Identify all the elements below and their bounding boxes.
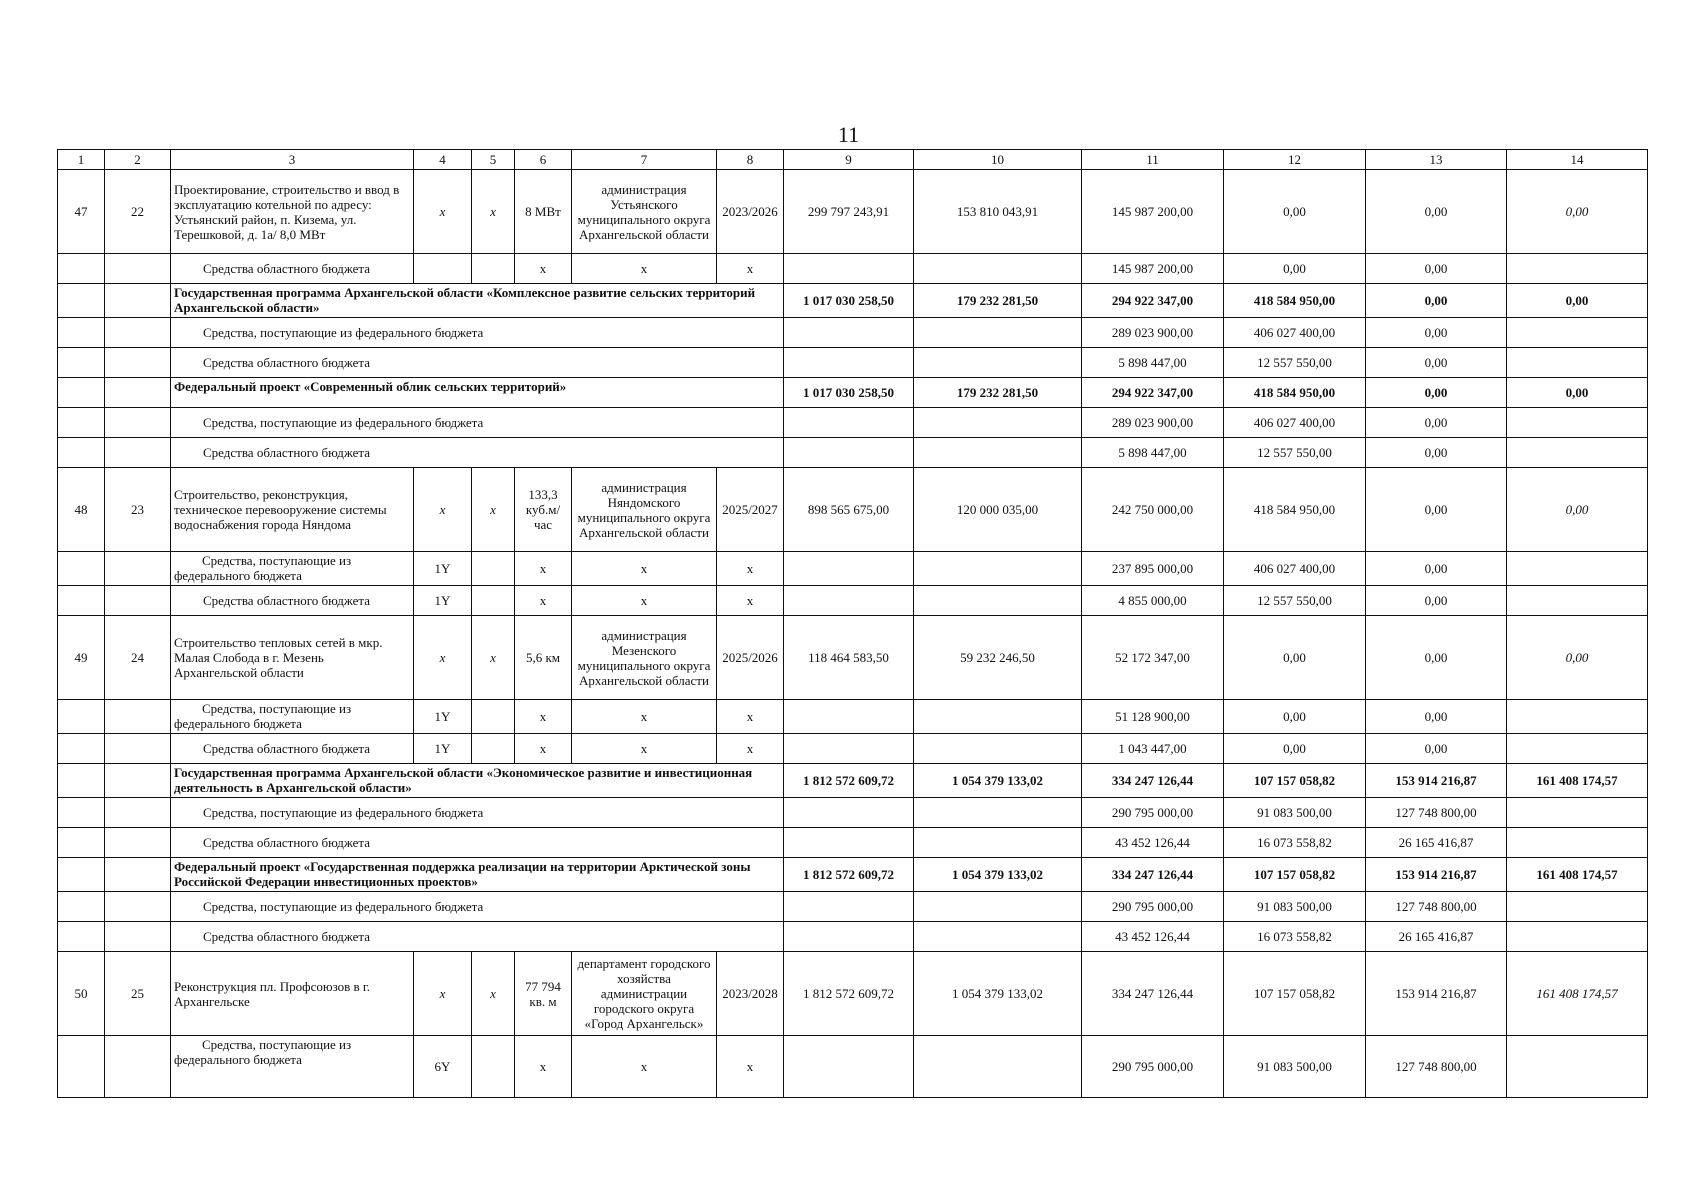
amount-cell — [914, 438, 1082, 468]
table-cell — [784, 254, 914, 284]
funding-source-label: Средства, поступающие из федерального бюджета — [171, 892, 784, 922]
table-cell: 299 797 243,91 — [784, 170, 914, 254]
object-row — [58, 468, 1648, 552]
table-cell: x — [572, 1036, 717, 1098]
amount-cell: 289 023 900,00 — [1082, 408, 1224, 438]
table-cell: 1Y — [414, 552, 472, 586]
column-number-cell: 6 — [515, 150, 572, 170]
table-cell: 145 987 200,00 — [1082, 170, 1224, 254]
table-cell: 406 027 400,00 — [1224, 552, 1366, 586]
program-row — [58, 378, 1648, 408]
table-cell: x — [515, 734, 572, 764]
amount-cell: 43 452 126,44 — [1082, 828, 1224, 858]
amount-cell: 12 557 550,00 — [1224, 438, 1366, 468]
table-cell — [914, 700, 1082, 734]
column-number-cell: 14 — [1507, 150, 1648, 170]
amount-cell: 0,00 — [1366, 348, 1507, 378]
table-cell: 0,00 — [1366, 586, 1507, 616]
table-cell: 418 584 950,00 — [1224, 468, 1366, 552]
table-cell: 237 895 000,00 — [1082, 552, 1224, 586]
empty-cell — [105, 378, 171, 408]
amount-cell: 161 408 174,57 — [1507, 858, 1648, 892]
amount-cell: 289 023 900,00 — [1082, 318, 1224, 348]
header-row — [58, 150, 1648, 170]
amount-cell: 294 922 347,00 — [1082, 284, 1224, 318]
program-title: Федеральный проект «Современный облик сельских территорий» — [171, 378, 784, 408]
table-cell — [105, 734, 171, 764]
empty-cell — [58, 318, 105, 348]
table-cell — [472, 700, 515, 734]
table-cell: 153 810 043,91 — [914, 170, 1082, 254]
amount-cell: 12 557 550,00 — [1224, 348, 1366, 378]
table-cell — [784, 1036, 914, 1098]
table-cell: 153 914 216,87 — [1366, 952, 1507, 1036]
funding-source-row — [58, 700, 1648, 734]
amount-cell — [914, 798, 1082, 828]
amount-cell: 161 408 174,57 — [1507, 764, 1648, 798]
empty-cell — [58, 408, 105, 438]
amount-cell: 290 795 000,00 — [1082, 892, 1224, 922]
empty-cell — [58, 438, 105, 468]
table-cell: 49 — [58, 616, 105, 700]
table-cell: 77 794 кв. м — [515, 952, 572, 1036]
amount-cell — [1507, 828, 1648, 858]
column-number-cell: 3 — [171, 150, 414, 170]
table-cell: 1 054 379 133,02 — [914, 952, 1082, 1036]
amount-cell — [914, 318, 1082, 348]
table-cell: 0,00 — [1224, 700, 1366, 734]
amount-cell: 43 452 126,44 — [1082, 922, 1224, 952]
table-cell: 0,00 — [1366, 552, 1507, 586]
amount-cell: 1 812 572 609,72 — [784, 858, 914, 892]
empty-cell — [105, 764, 171, 798]
funding-source-label: Средства областного бюджета — [171, 734, 414, 764]
table-cell: 0,00 — [1366, 254, 1507, 284]
amount-cell — [1507, 408, 1648, 438]
amount-cell: 179 232 281,50 — [914, 378, 1082, 408]
table-cell: 120 000 035,00 — [914, 468, 1082, 552]
funding-summary-row — [58, 318, 1648, 348]
empty-cell — [58, 378, 105, 408]
column-number-cell: 5 — [472, 150, 515, 170]
amount-cell: 1 054 379 133,02 — [914, 764, 1082, 798]
table-cell: 334 247 126,44 — [1082, 952, 1224, 1036]
object-description: Проектирование, строительство и ввод в эксплуатацию котельной по адресу: Устьянский район, п. Кизема, ул. Терешковой, д. 1а/ 8,0 МВт — [171, 170, 414, 254]
table-cell — [914, 586, 1082, 616]
amount-cell — [1507, 438, 1648, 468]
amount-cell: 179 232 281,50 — [914, 284, 1082, 318]
amount-cell: 107 157 058,82 — [1224, 764, 1366, 798]
table-body — [58, 150, 1648, 1098]
empty-cell — [105, 408, 171, 438]
amount-cell: 0,00 — [1366, 378, 1507, 408]
object-row — [58, 952, 1648, 1036]
table-cell — [472, 254, 515, 284]
amount-cell: 418 584 950,00 — [1224, 378, 1366, 408]
empty-cell — [58, 798, 105, 828]
budget-table — [57, 149, 1648, 1098]
table-cell: 133,3 куб.м/час — [515, 468, 572, 552]
table-cell: x — [717, 254, 784, 284]
table-cell: 0,00 — [1366, 616, 1507, 700]
empty-cell — [105, 348, 171, 378]
table-cell: x — [414, 952, 472, 1036]
table-cell: 242 750 000,00 — [1082, 468, 1224, 552]
amount-cell: 294 922 347,00 — [1082, 378, 1224, 408]
funding-source-label: Средства, поступающие из федерального бюджета — [171, 798, 784, 828]
table-cell: 118 464 583,50 — [784, 616, 914, 700]
table-cell: 0,00 — [1366, 700, 1507, 734]
table-cell — [105, 700, 171, 734]
amount-cell: 0,00 — [1507, 378, 1648, 408]
table-cell — [914, 734, 1082, 764]
amount-cell — [914, 892, 1082, 922]
table-cell: x — [717, 552, 784, 586]
object-description: Реконструкция пл. Профсоюзов в г. Архангельске — [171, 952, 414, 1036]
table-cell: x — [515, 1036, 572, 1098]
table-cell — [784, 586, 914, 616]
column-number-cell: 1 — [58, 150, 105, 170]
table-cell: 48 — [58, 468, 105, 552]
amount-cell: 1 017 030 258,50 — [784, 284, 914, 318]
amount-cell: 406 027 400,00 — [1224, 318, 1366, 348]
table-cell: 1 812 572 609,72 — [784, 952, 914, 1036]
table-cell: 0,00 — [1507, 468, 1648, 552]
column-number-cell: 12 — [1224, 150, 1366, 170]
table-cell: x — [717, 700, 784, 734]
table-cell — [784, 734, 914, 764]
table-cell: 1 043 447,00 — [1082, 734, 1224, 764]
table-cell — [105, 586, 171, 616]
table-cell: x — [572, 552, 717, 586]
table-cell: 4 855 000,00 — [1082, 586, 1224, 616]
amount-cell: 91 083 500,00 — [1224, 892, 1366, 922]
table-cell: 0,00 — [1224, 616, 1366, 700]
table-cell — [58, 552, 105, 586]
funding-source-label: Средства, поступающие из федерального бюджета — [171, 318, 784, 348]
table-cell: 127 748 800,00 — [1366, 1036, 1507, 1098]
empty-cell — [58, 922, 105, 952]
table-cell: x — [472, 468, 515, 552]
amount-cell: 1 054 379 133,02 — [914, 858, 1082, 892]
table-cell — [58, 734, 105, 764]
table-cell: x — [414, 170, 472, 254]
funding-summary-row — [58, 922, 1648, 952]
table-cell: 107 157 058,82 — [1224, 952, 1366, 1036]
table-cell — [472, 734, 515, 764]
table-cell: 0,00 — [1366, 734, 1507, 764]
table-cell: 1Y — [414, 734, 472, 764]
amount-cell — [784, 348, 914, 378]
amount-cell: 16 073 558,82 — [1224, 922, 1366, 952]
amount-cell — [1507, 922, 1648, 952]
program-title: Федеральный проект «Государственная поддержка реализации на территории Арктической зоны Российской Федерации инвестиционных проектов» — [171, 858, 784, 892]
empty-cell — [105, 922, 171, 952]
table-cell: 0,00 — [1224, 734, 1366, 764]
amount-cell — [914, 922, 1082, 952]
table-cell: x — [472, 952, 515, 1036]
empty-cell — [58, 348, 105, 378]
table-cell — [914, 254, 1082, 284]
amount-cell — [914, 408, 1082, 438]
amount-cell — [1507, 318, 1648, 348]
empty-cell — [58, 284, 105, 318]
table-cell: 290 795 000,00 — [1082, 1036, 1224, 1098]
table-cell: 51 128 900,00 — [1082, 700, 1224, 734]
empty-cell — [105, 284, 171, 318]
amount-cell — [784, 922, 914, 952]
program-row — [58, 858, 1648, 892]
table-cell: x — [572, 254, 717, 284]
amount-cell — [784, 828, 914, 858]
table-cell: x — [717, 1036, 784, 1098]
table-cell: 898 565 675,00 — [784, 468, 914, 552]
funding-source-label: Средства областного бюджета — [171, 348, 784, 378]
empty-cell — [105, 438, 171, 468]
amount-cell: 127 748 800,00 — [1366, 798, 1507, 828]
table-cell: x — [572, 700, 717, 734]
empty-cell — [58, 828, 105, 858]
empty-cell — [105, 892, 171, 922]
table-cell: x — [414, 468, 472, 552]
column-number-cell: 11 — [1082, 150, 1224, 170]
funding-source-label: Средства, поступающие из федерального бюджета — [171, 552, 414, 586]
table-cell: x — [472, 616, 515, 700]
amount-cell: 153 914 216,87 — [1366, 858, 1507, 892]
funding-source-label: Средства областного бюджета — [171, 254, 414, 284]
funding-summary-row — [58, 348, 1648, 378]
amount-cell: 0,00 — [1366, 408, 1507, 438]
empty-cell — [58, 764, 105, 798]
table-cell: 52 172 347,00 — [1082, 616, 1224, 700]
amount-cell: 26 165 416,87 — [1366, 922, 1507, 952]
empty-cell — [58, 892, 105, 922]
table-cell — [58, 1036, 105, 1098]
column-number-cell: 4 — [414, 150, 472, 170]
table-cell: x — [515, 586, 572, 616]
table-cell: 145 987 200,00 — [1082, 254, 1224, 284]
amount-cell — [1507, 798, 1648, 828]
amount-cell: 0,00 — [1366, 438, 1507, 468]
empty-cell — [105, 858, 171, 892]
object-row — [58, 170, 1648, 254]
amount-cell: 16 073 558,82 — [1224, 828, 1366, 858]
table-cell: x — [572, 734, 717, 764]
table-cell: 1Y — [414, 586, 472, 616]
table-cell — [1507, 254, 1648, 284]
amount-cell: 0,00 — [1507, 284, 1648, 318]
amount-cell: 334 247 126,44 — [1082, 764, 1224, 798]
amount-cell — [784, 798, 914, 828]
page-number: 11 — [837, 122, 860, 147]
column-number-cell: 7 — [572, 150, 717, 170]
program-title: Государственная программа Архангельской области «Комплексное развитие сельских территорий Архангельской области» — [171, 284, 784, 318]
table-cell — [1507, 586, 1648, 616]
program-row — [58, 284, 1648, 318]
amount-cell: 107 157 058,82 — [1224, 858, 1366, 892]
table-cell: x — [572, 586, 717, 616]
table-cell — [784, 700, 914, 734]
table-cell: администрация Мезенского муниципального округа Архангельской области — [572, 616, 717, 700]
table-cell — [1507, 552, 1648, 586]
amount-cell — [784, 892, 914, 922]
funding-source-row — [58, 254, 1648, 284]
table-cell: 2025/2026 — [717, 616, 784, 700]
funding-source-label: Средства областного бюджета — [171, 922, 784, 952]
table-cell: x — [717, 586, 784, 616]
table-cell — [1507, 734, 1648, 764]
amount-cell — [914, 828, 1082, 858]
table-cell: x — [515, 254, 572, 284]
table-cell: 47 — [58, 170, 105, 254]
table-cell: 2023/2028 — [717, 952, 784, 1036]
table-cell: x — [515, 552, 572, 586]
funding-source-row — [58, 734, 1648, 764]
amount-cell: 334 247 126,44 — [1082, 858, 1224, 892]
table-cell: 2025/2027 — [717, 468, 784, 552]
table-cell: x — [472, 170, 515, 254]
table-cell — [472, 1036, 515, 1098]
table-cell: администрация Устьянского муниципального округа Архангельской области — [572, 170, 717, 254]
table-cell — [784, 552, 914, 586]
table-cell: администрация Няндомского муниципального округа Архангельской области — [572, 468, 717, 552]
funding-source-label: Средства, поступающие из федерального бюджета — [171, 1036, 414, 1098]
table-cell: x — [717, 734, 784, 764]
table-cell: 24 — [105, 616, 171, 700]
table-cell: 0,00 — [1224, 254, 1366, 284]
table-cell: 8 МВт — [515, 170, 572, 254]
table-cell: 0,00 — [1507, 616, 1648, 700]
table-cell — [914, 1036, 1082, 1098]
table-cell — [1507, 1036, 1648, 1098]
object-description: Строительство, реконструкция, техническое перевооружение системы водоснабжения города Няндома — [171, 468, 414, 552]
funding-source-label: Средства, поступающие из федерального бюджета — [171, 408, 784, 438]
table-cell: x — [414, 616, 472, 700]
table-cell: 0,00 — [1507, 170, 1648, 254]
table-cell: 161 408 174,57 — [1507, 952, 1648, 1036]
column-number-cell: 2 — [105, 150, 171, 170]
table-cell: департамент городского хозяйства администрации городского округа «Город Архангельск» — [572, 952, 717, 1036]
amount-cell: 290 795 000,00 — [1082, 798, 1224, 828]
amount-cell — [1507, 348, 1648, 378]
column-number-cell: 9 — [784, 150, 914, 170]
funding-summary-row — [58, 892, 1648, 922]
amount-cell: 406 027 400,00 — [1224, 408, 1366, 438]
table-cell — [472, 552, 515, 586]
amount-cell — [914, 348, 1082, 378]
column-number-cell: 10 — [914, 150, 1082, 170]
amount-cell: 5 898 447,00 — [1082, 348, 1224, 378]
amount-cell — [784, 318, 914, 348]
funding-source-label: Средства областного бюджета — [171, 586, 414, 616]
table-cell: 91 083 500,00 — [1224, 1036, 1366, 1098]
table-cell — [58, 586, 105, 616]
table-cell — [105, 1036, 171, 1098]
funding-source-label: Средства, поступающие из федерального бюджета — [171, 700, 414, 734]
object-description: Строительство тепловых сетей в мкр. Малая Слобода в г. Мезень Архангельской области — [171, 616, 414, 700]
table-cell — [105, 254, 171, 284]
table-cell — [58, 254, 105, 284]
funding-source-row — [58, 1036, 1648, 1098]
table-cell: 6Y — [414, 1036, 472, 1098]
amount-cell — [1507, 892, 1648, 922]
table-cell: 0,00 — [1366, 170, 1507, 254]
amount-cell: 26 165 416,87 — [1366, 828, 1507, 858]
amount-cell: 0,00 — [1366, 284, 1507, 318]
funding-source-label: Средства областного бюджета — [171, 438, 784, 468]
amount-cell: 1 017 030 258,50 — [784, 378, 914, 408]
amount-cell: 127 748 800,00 — [1366, 892, 1507, 922]
funding-source-label: Средства областного бюджета — [171, 828, 784, 858]
table-cell — [1507, 700, 1648, 734]
funding-summary-row — [58, 438, 1648, 468]
table-cell: 5,6 км — [515, 616, 572, 700]
object-row — [58, 616, 1648, 700]
table-cell: 12 557 550,00 — [1224, 586, 1366, 616]
table-cell: 22 — [105, 170, 171, 254]
funding-source-row — [58, 586, 1648, 616]
empty-cell — [58, 858, 105, 892]
table-cell: 50 — [58, 952, 105, 1036]
table-cell — [414, 254, 472, 284]
table-cell: 59 232 246,50 — [914, 616, 1082, 700]
table-cell — [58, 700, 105, 734]
amount-cell: 0,00 — [1366, 318, 1507, 348]
program-title: Государственная программа Архангельской области «Экономическое развитие и инвестиционная деятельность в Архангельской области» — [171, 764, 784, 798]
table-cell: 0,00 — [1366, 468, 1507, 552]
funding-summary-row — [58, 408, 1648, 438]
funding-summary-row — [58, 798, 1648, 828]
column-number-cell: 8 — [717, 150, 784, 170]
table-cell: 0,00 — [1224, 170, 1366, 254]
table-cell: 1Y — [414, 700, 472, 734]
empty-cell — [105, 318, 171, 348]
amount-cell: 418 584 950,00 — [1224, 284, 1366, 318]
table-cell: x — [515, 700, 572, 734]
program-row — [58, 764, 1648, 798]
table-cell — [914, 552, 1082, 586]
amount-cell: 153 914 216,87 — [1366, 764, 1507, 798]
amount-cell: 91 083 500,00 — [1224, 798, 1366, 828]
amount-cell: 1 812 572 609,72 — [784, 764, 914, 798]
amount-cell — [784, 408, 914, 438]
table-cell: 23 — [105, 468, 171, 552]
funding-summary-row — [58, 828, 1648, 858]
funding-source-row — [58, 552, 1648, 586]
column-number-cell: 13 — [1366, 150, 1507, 170]
table-cell — [472, 586, 515, 616]
amount-cell — [784, 438, 914, 468]
amount-cell: 5 898 447,00 — [1082, 438, 1224, 468]
table-cell: 25 — [105, 952, 171, 1036]
table-cell — [105, 552, 171, 586]
empty-cell — [105, 828, 171, 858]
empty-cell — [105, 798, 171, 828]
table-cell: 2023/2026 — [717, 170, 784, 254]
